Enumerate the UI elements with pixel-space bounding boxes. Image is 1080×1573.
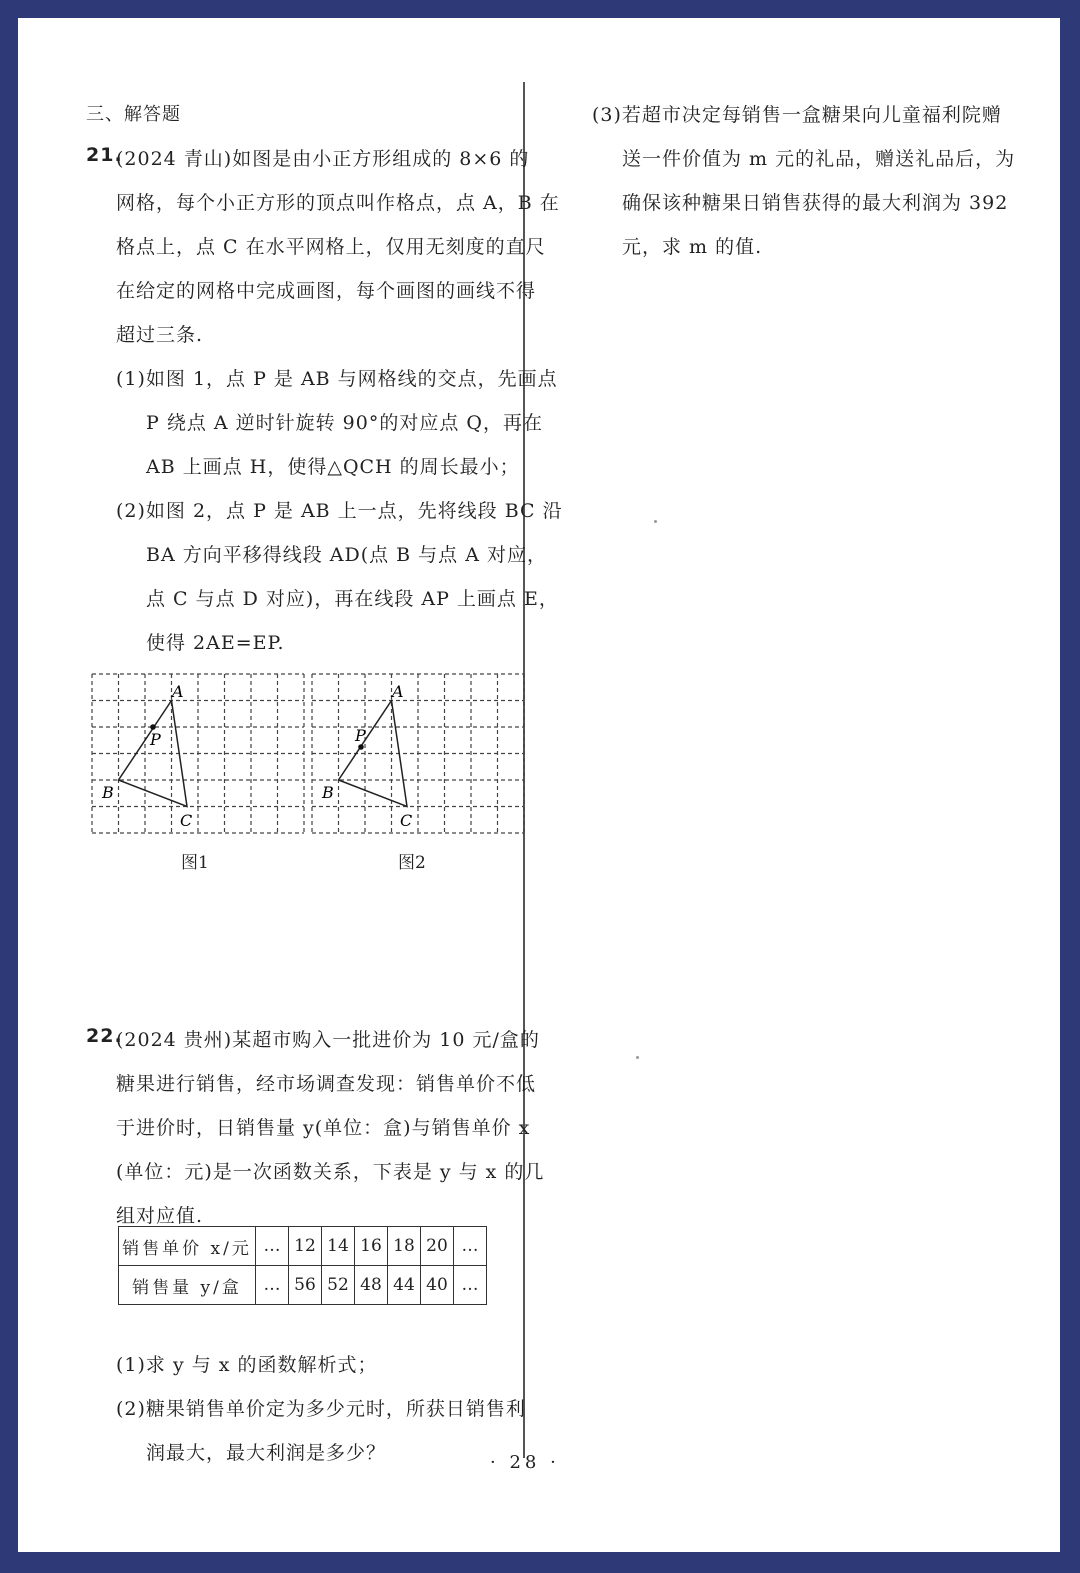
figure-2-point-p bbox=[358, 744, 364, 750]
q21-part2-line-4: 使得 2AE=EP. bbox=[146, 632, 285, 654]
figure-1-label-a: A bbox=[172, 682, 184, 701]
table-cell: … bbox=[256, 1266, 289, 1305]
q22-part3-line-1: (3)若超市决定每销售一盒糖果向儿童福利院赠 bbox=[592, 104, 1002, 126]
q22-line-3: 于进价时，日销售量 y(单位：盒)与销售单价 x bbox=[116, 1117, 531, 1139]
figure-2-gridlines bbox=[312, 674, 524, 833]
q22-part1-line-1: (1)求 y 与 x 的函数解析式； bbox=[116, 1354, 378, 1376]
table-cell: 12 bbox=[289, 1227, 322, 1266]
figure-1-label-p: P bbox=[150, 730, 161, 749]
q22-part2-line-2: 润最大，最大利润是多少？ bbox=[146, 1442, 387, 1464]
figure-1-gridlines bbox=[92, 674, 304, 833]
q21-part2-line-1: (2)如图 2，点 P 是 AB 上一点，先将线段 BC 沿 bbox=[116, 500, 563, 522]
q21-line-5: 超过三条. bbox=[116, 324, 204, 346]
figure-1-label-c: C bbox=[180, 811, 193, 830]
q21-part1-line-1: (1)如图 1，点 P 是 AB 与网格线的交点，先画点 bbox=[116, 368, 558, 390]
q21-line-2: 网格，每个小正方形的顶点叫作格点，点 A，B 在 bbox=[116, 192, 560, 214]
q22-line-2: 糖果进行销售，经市场调查发现：销售单价不低 bbox=[116, 1073, 537, 1095]
q22-part2-line-1: (2)糖果销售单价定为多少元时，所获日销售利 bbox=[116, 1398, 526, 1420]
question-21-number: 21. bbox=[86, 144, 123, 166]
figure-1-point-p bbox=[150, 724, 156, 730]
figure-1-caption: 图1 bbox=[181, 853, 209, 873]
table-cell: 18 bbox=[388, 1227, 421, 1266]
q21-part2-line-2: BA 方向平移得线段 AD(点 B 与点 A 对应， bbox=[146, 544, 547, 566]
table-cell: 52 bbox=[322, 1266, 355, 1305]
table-cell: 20 bbox=[421, 1227, 454, 1266]
price-sales-table bbox=[118, 1226, 487, 1305]
q21-part2-line-3: 点 C 与点 D 对应)，再在线段 AP 上画点 E， bbox=[146, 588, 559, 610]
scan-speck bbox=[654, 520, 657, 523]
table-cell: … bbox=[256, 1227, 289, 1266]
scan-speck bbox=[636, 1056, 639, 1059]
question-22-number: 22. bbox=[86, 1025, 123, 1047]
figure-1-label-b: B bbox=[102, 783, 114, 802]
table-cell: 48 bbox=[355, 1266, 388, 1305]
q22-part3-line-2: 送一件价值为 m 元的礼品，赠送礼品后，为 bbox=[622, 148, 1016, 170]
figure-2-grid bbox=[306, 668, 530, 840]
q22-line-1: (2024 贵州)某超市购入一批进价为 10 元/盒的 bbox=[116, 1029, 540, 1051]
q22-part3-line-4: 元，求 m 的值. bbox=[622, 236, 763, 258]
table-row1-label: 销售单价 x/元 bbox=[119, 1227, 256, 1266]
table-row bbox=[119, 1227, 487, 1266]
q21-line-4: 在给定的网格中完成画图，每个画图的画线不得 bbox=[116, 280, 537, 302]
q21-part1-line-2: P 绕点 A 逆时针旋转 90°的对应点 Q，再在 bbox=[146, 412, 543, 434]
table-cell: 44 bbox=[388, 1266, 421, 1305]
figure-2-caption: 图2 bbox=[398, 853, 426, 873]
q22-line-5: 组对应值. bbox=[116, 1205, 204, 1227]
q21-line-1: (2024 青山)如图是由小正方形组成的 8×6 的 bbox=[116, 148, 530, 170]
q22-line-4: (单位：元)是一次函数关系，下表是 y 与 x 的几 bbox=[116, 1161, 545, 1183]
q22-part3-line-3: 确保该种糖果日销售获得的最大利润为 392 bbox=[622, 192, 1009, 214]
table-row bbox=[119, 1266, 487, 1305]
page-number: · 28 · bbox=[490, 1452, 560, 1473]
figure-2-label-p: P bbox=[355, 726, 366, 745]
table-cell: 40 bbox=[421, 1266, 454, 1305]
figure-1-grid bbox=[86, 668, 310, 840]
table-row2-label: 销售量 y/盒 bbox=[119, 1266, 256, 1305]
table-cell: 56 bbox=[289, 1266, 322, 1305]
figure-2-label-b: B bbox=[322, 783, 334, 802]
figure-2-label-c: C bbox=[400, 811, 413, 830]
table-cell: … bbox=[454, 1266, 487, 1305]
table-cell: 14 bbox=[322, 1227, 355, 1266]
section-title: 三、解答题 bbox=[86, 104, 181, 125]
q21-part1-line-3: AB 上画点 H，使得△QCH 的周长最小； bbox=[146, 456, 520, 478]
q21-line-3: 格点上，点 C 在水平网格上，仅用无刻度的直尺 bbox=[116, 236, 546, 258]
figure-2-label-a: A bbox=[392, 682, 404, 701]
table-cell: 16 bbox=[355, 1227, 388, 1266]
table-cell: … bbox=[454, 1227, 487, 1266]
